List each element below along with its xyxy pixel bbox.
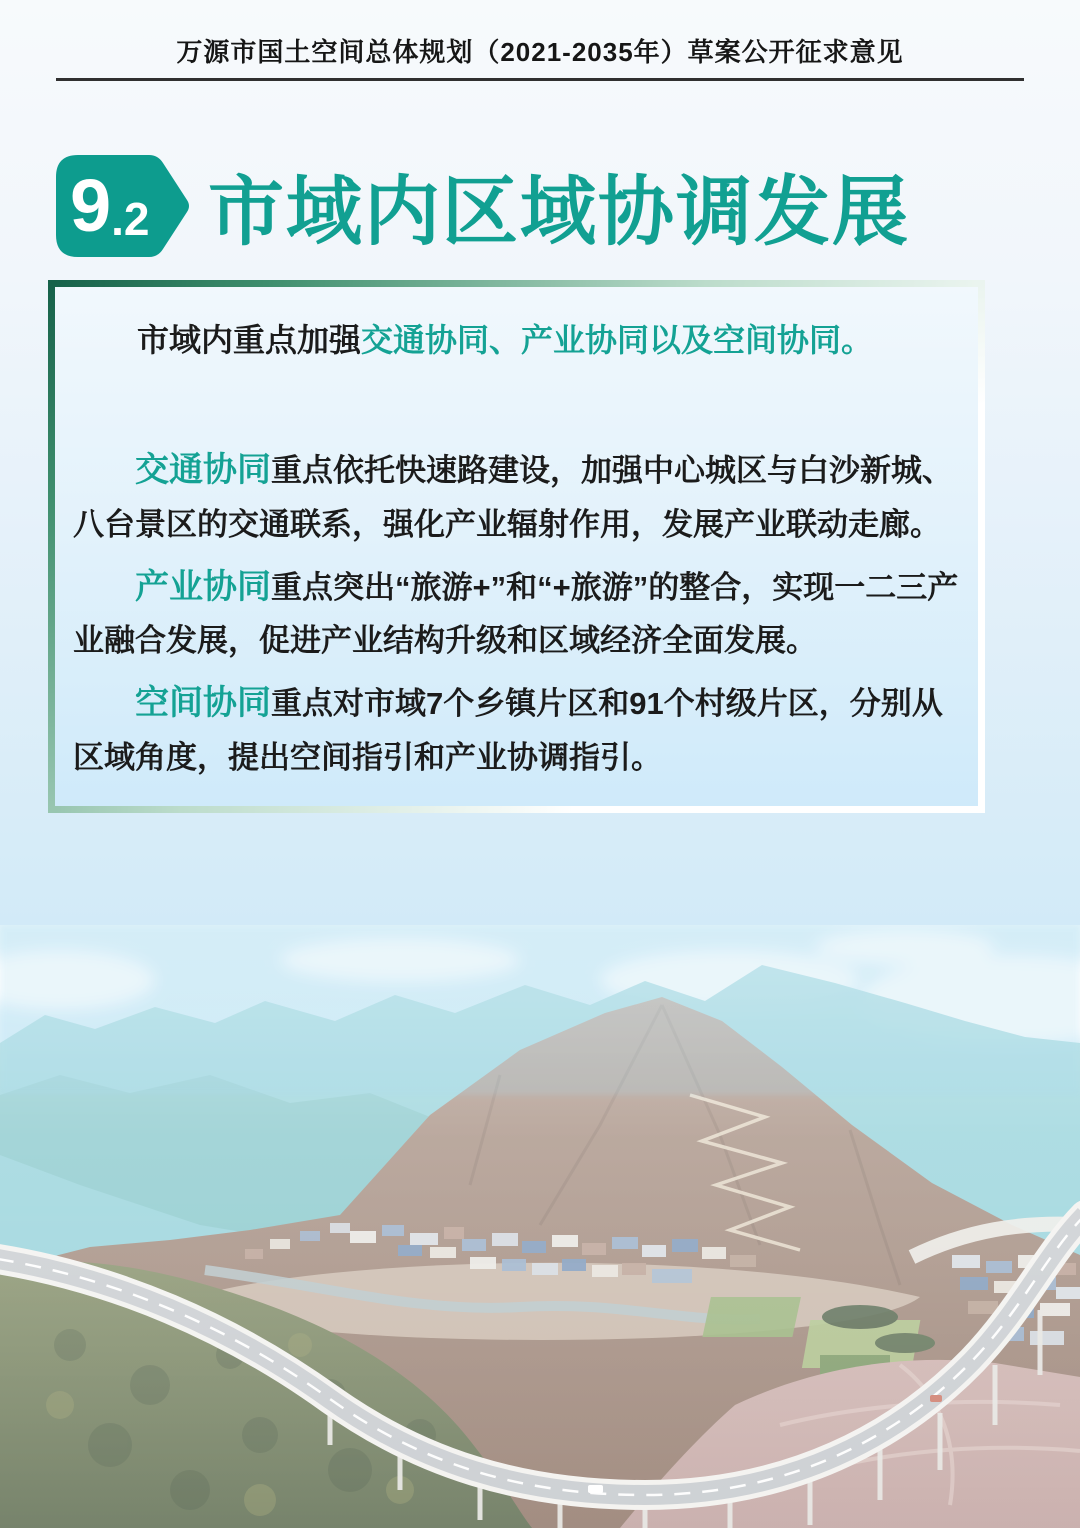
badge-number: [54, 153, 192, 259]
header-divider: [56, 78, 1024, 81]
section-number-badge: [54, 153, 192, 259]
paragraph-industry-lead: 产业协同: [135, 567, 271, 606]
summary-box: [48, 280, 985, 813]
section-heading: [54, 151, 1080, 260]
section-title: 市域内区域协调发展: [208, 170, 910, 255]
paragraph-industry-body: 重点突出“旅游+”和“+旅游”的整合，实现一二三产业融合发展，促进产业结构升级和区域经济全面发展。: [73, 569, 959, 659]
page-header-title: 万源市国土空间总体规划（2021-2035年）草案公开征求意见: [176, 37, 904, 67]
paragraph-traffic-lead: 交通协同: [135, 451, 271, 490]
aerial-photo-illustration: [0, 925, 1080, 1528]
badge-number-sub: .2: [111, 192, 150, 245]
paragraph-traffic-body: 重点依托快速路建设，加强中心城区与白沙新城、八台景区的交通联系，强化产业辐射作用，发展产业联动走廊。: [73, 453, 953, 542]
paragraph-space-lead: 空间协同: [135, 684, 271, 723]
paragraph-space: [73, 675, 960, 784]
badge-number-main: 9: [70, 163, 112, 247]
intro-highlight-text: 交通协同、产业协同以及空间协同。: [361, 322, 874, 358]
intro-plain-text: 市域内重点加强: [137, 322, 362, 358]
photo-haze-overlay: [0, 925, 1080, 1528]
aerial-photo: [0, 925, 1080, 1528]
intro-paragraph: [73, 315, 960, 366]
paragraph-industry: [73, 559, 960, 668]
paragraph-space-body: 重点对市域7个乡镇片区和91个村级片区，分别从区域角度，提出空间指引和产业协调指引。: [73, 686, 943, 776]
paragraph-traffic: [73, 442, 960, 551]
